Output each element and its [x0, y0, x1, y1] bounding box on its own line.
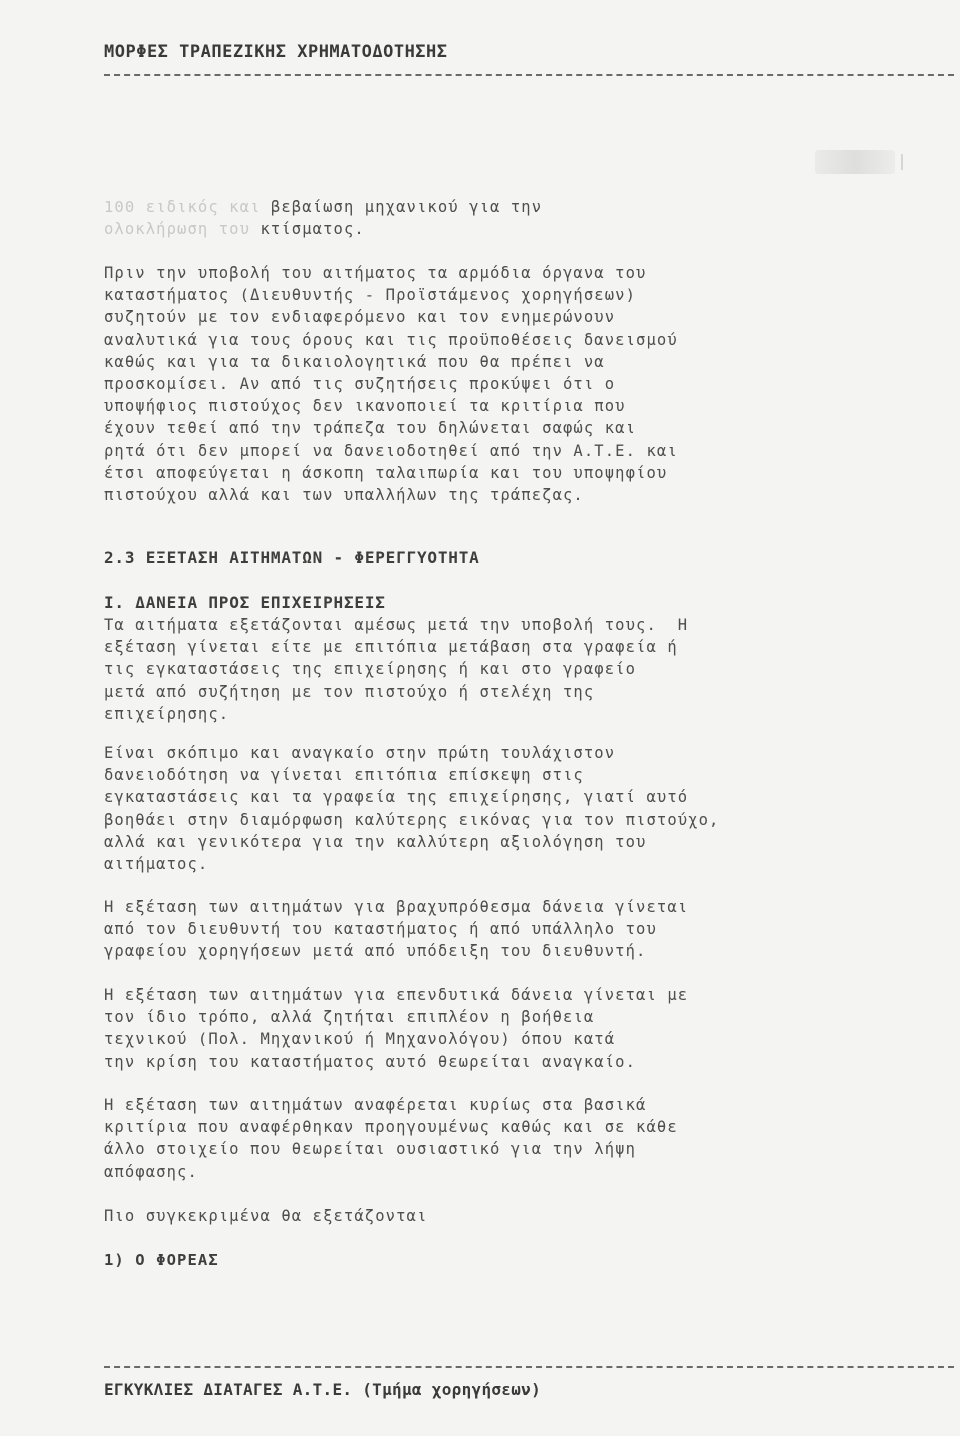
section-heading: 2.3 ΕΞΕΤΑΣΗ ΑΙΤΗΜΑΤΩΝ - ΦΕΡΕΓΓΥΟΤΗΤΑ	[104, 548, 480, 567]
paragraph-7: Πιο συγκεκριμένα θα εξετάζονται	[104, 1207, 428, 1225]
paragraph-3	[104, 742, 719, 875]
paragraph-2-line: επιχείρησης.	[104, 704, 230, 723]
paragraph-6-line: απόφασης.	[104, 1162, 198, 1181]
paragraph-5-line: Η εξέταση των αιτημάτων για επενδυτικά δάνεια γίνεται με	[104, 986, 689, 1004]
paragraph-3-line: Είναι σκόπιμο και αναγκαίο στην πρώτη τουλάχιστον	[104, 744, 616, 762]
intro-line-1	[104, 196, 542, 218]
paragraph-5-line: τον ίδιο τρόπο, αλλά ζητήται επιπλέον η βοήθεια	[104, 1008, 595, 1027]
paragraph-3-line: αιτήματος.	[104, 855, 209, 874]
intro-faded-text-2: ολοκλήρωση του	[104, 220, 261, 238]
paragraph-2	[104, 614, 688, 725]
paragraph-6-line: άλλο στοιχείο που θεωρείται ουσιαστικό για την λήψη	[104, 1140, 637, 1159]
paragraph-1-line: έτσι αποφεύγεται η άσκοπη ταλαιπωρία και του υποψηφίου	[104, 463, 668, 482]
paragraph-3-line: βοηθάει στην διαμόρφωση καλύτερης εικόνας για τον πιστούχο,	[104, 810, 720, 829]
paragraph-4-line: γραφείου χορηγήσεων μετά από υπόδειξη του διευθυντή.	[104, 942, 647, 961]
intro-faded-text-1: 100 ειδικός και	[104, 198, 271, 216]
footer-dashed-rule	[104, 1366, 954, 1368]
bleed-through-mark	[815, 150, 895, 174]
subsection-heading: Ι. ΔΑΝΕΙΑ ΠΡΟΣ ΕΠΙΧΕΙΡΗΣΕΙΣ	[104, 593, 386, 612]
paragraph-4-line: από τον διευθυντή του καταστήματος ή από υπάλληλο του	[104, 920, 657, 939]
paragraph-5	[104, 984, 688, 1073]
paragraph-3-line: δανειοδότηση να γίνεται επιτόπια επίσκεψη στις	[104, 766, 584, 785]
paragraph-5-line: την κρίση του καταστήματος αυτό θεωρείται αναγκαίο.	[104, 1052, 637, 1071]
paragraph-2-line: τις εγκαταστάσεις της επιχείρησης ή και στο γραφείο	[104, 660, 637, 679]
paragraph-5-line: τεχνικού (Πολ. Μηχανικού ή Μηχανολόγου) όπου κατά	[104, 1030, 616, 1049]
paragraph-6-line: κριτίρια που αναφέρθηκαν προηγουμένως καθώς και σε κάθε	[104, 1118, 678, 1137]
paragraph-1-line: έχουν τεθεί από την τράπεζα του δηλώνεται σαφώς και	[104, 419, 637, 438]
paragraph-3-line: αλλά και γενικότερα για την καλλύτερη αξιολόγηση του	[104, 832, 647, 851]
paragraph-2-line: Τα αιτήματα εξετάζονται αμέσως μετά την υποβολή τους. Η	[104, 616, 689, 634]
intro-text-2: κτίσματος.	[260, 220, 365, 238]
paragraph-6	[104, 1094, 678, 1183]
paragraph-1-line: αναλυτικά για τους όρους και τις προϋποθέσεις δανεισμού	[104, 330, 678, 349]
running-footer-title: ΕΓΚΥΚΛΙΕΣ ΔΙΑΤΑΓΕΣ Α.Τ.Ε. (Τμήμα χορηγήσεων)	[104, 1380, 542, 1399]
paragraph-2-line: μετά από συζήτηση με τον πιστούχο ή στελέχη της	[104, 682, 595, 701]
paragraph-1-line: καθώς και για τα δικαιολογητικά που θα πρέπει να	[104, 352, 605, 371]
paragraph-1-line: Πριν την υποβολή του αιτήματος τα αρμόδια όργανα του	[104, 264, 647, 282]
paragraph-2-line: εξέταση γίνεται είτε με επιτόπια μετάβαση στα γραφεία ή	[104, 638, 678, 657]
paragraph-1-line: καταστήματος (Διευθυντής - Προϊστάμενος χορηγήσεων)	[104, 286, 637, 305]
paragraph-1-line: προσκομίσει. Αν από τις συζητήσεις προκύψει ότι ο	[104, 375, 616, 394]
intro-text-1: βεβαίωση μηχανικού για την	[270, 198, 543, 216]
paragraph-6-line: Η εξέταση των αιτημάτων αναφέρεται κυρίως στα βασικά	[104, 1096, 647, 1114]
paragraph-4-line: Η εξέταση των αιτημάτων για βραχυπρόθεσμα δάνεια γίνεται	[104, 898, 689, 916]
paragraph-1-line: συζητούν με τον ενδιαφερόμενο και τον ενημερώνουν	[104, 308, 616, 327]
paragraph-4	[104, 896, 688, 963]
intro-line-2	[104, 218, 365, 240]
paragraph-1	[104, 262, 678, 506]
paragraph-1-line: υποψήφιος πιστούχος δεν ικανοποιεί τα κριτίρια που	[104, 397, 626, 416]
running-header-title: ΜΟΡΦΕΣ ΤΡΑΠΕΖΙΚΗΣ ΧΡΗΜΑΤΟΔΟΤΗΣΗΣ	[104, 42, 448, 62]
header-dashed-rule	[104, 74, 954, 76]
paragraph-1-line: πιστούχου αλλά και των υπαλλήλων της τράπεζας.	[104, 486, 584, 505]
paragraph-3-line: εγκαταστάσεις και τα γραφεία της επιχείρησης, γιατί αυτό	[104, 788, 689, 807]
list-item-1: 1) Ο ΦΟΡΕΑΣ	[104, 1251, 219, 1269]
paragraph-1-line: ρητά ότι δεν μπορεί να δανειοδοτηθεί από την Α.Τ.Ε. και	[104, 441, 678, 460]
